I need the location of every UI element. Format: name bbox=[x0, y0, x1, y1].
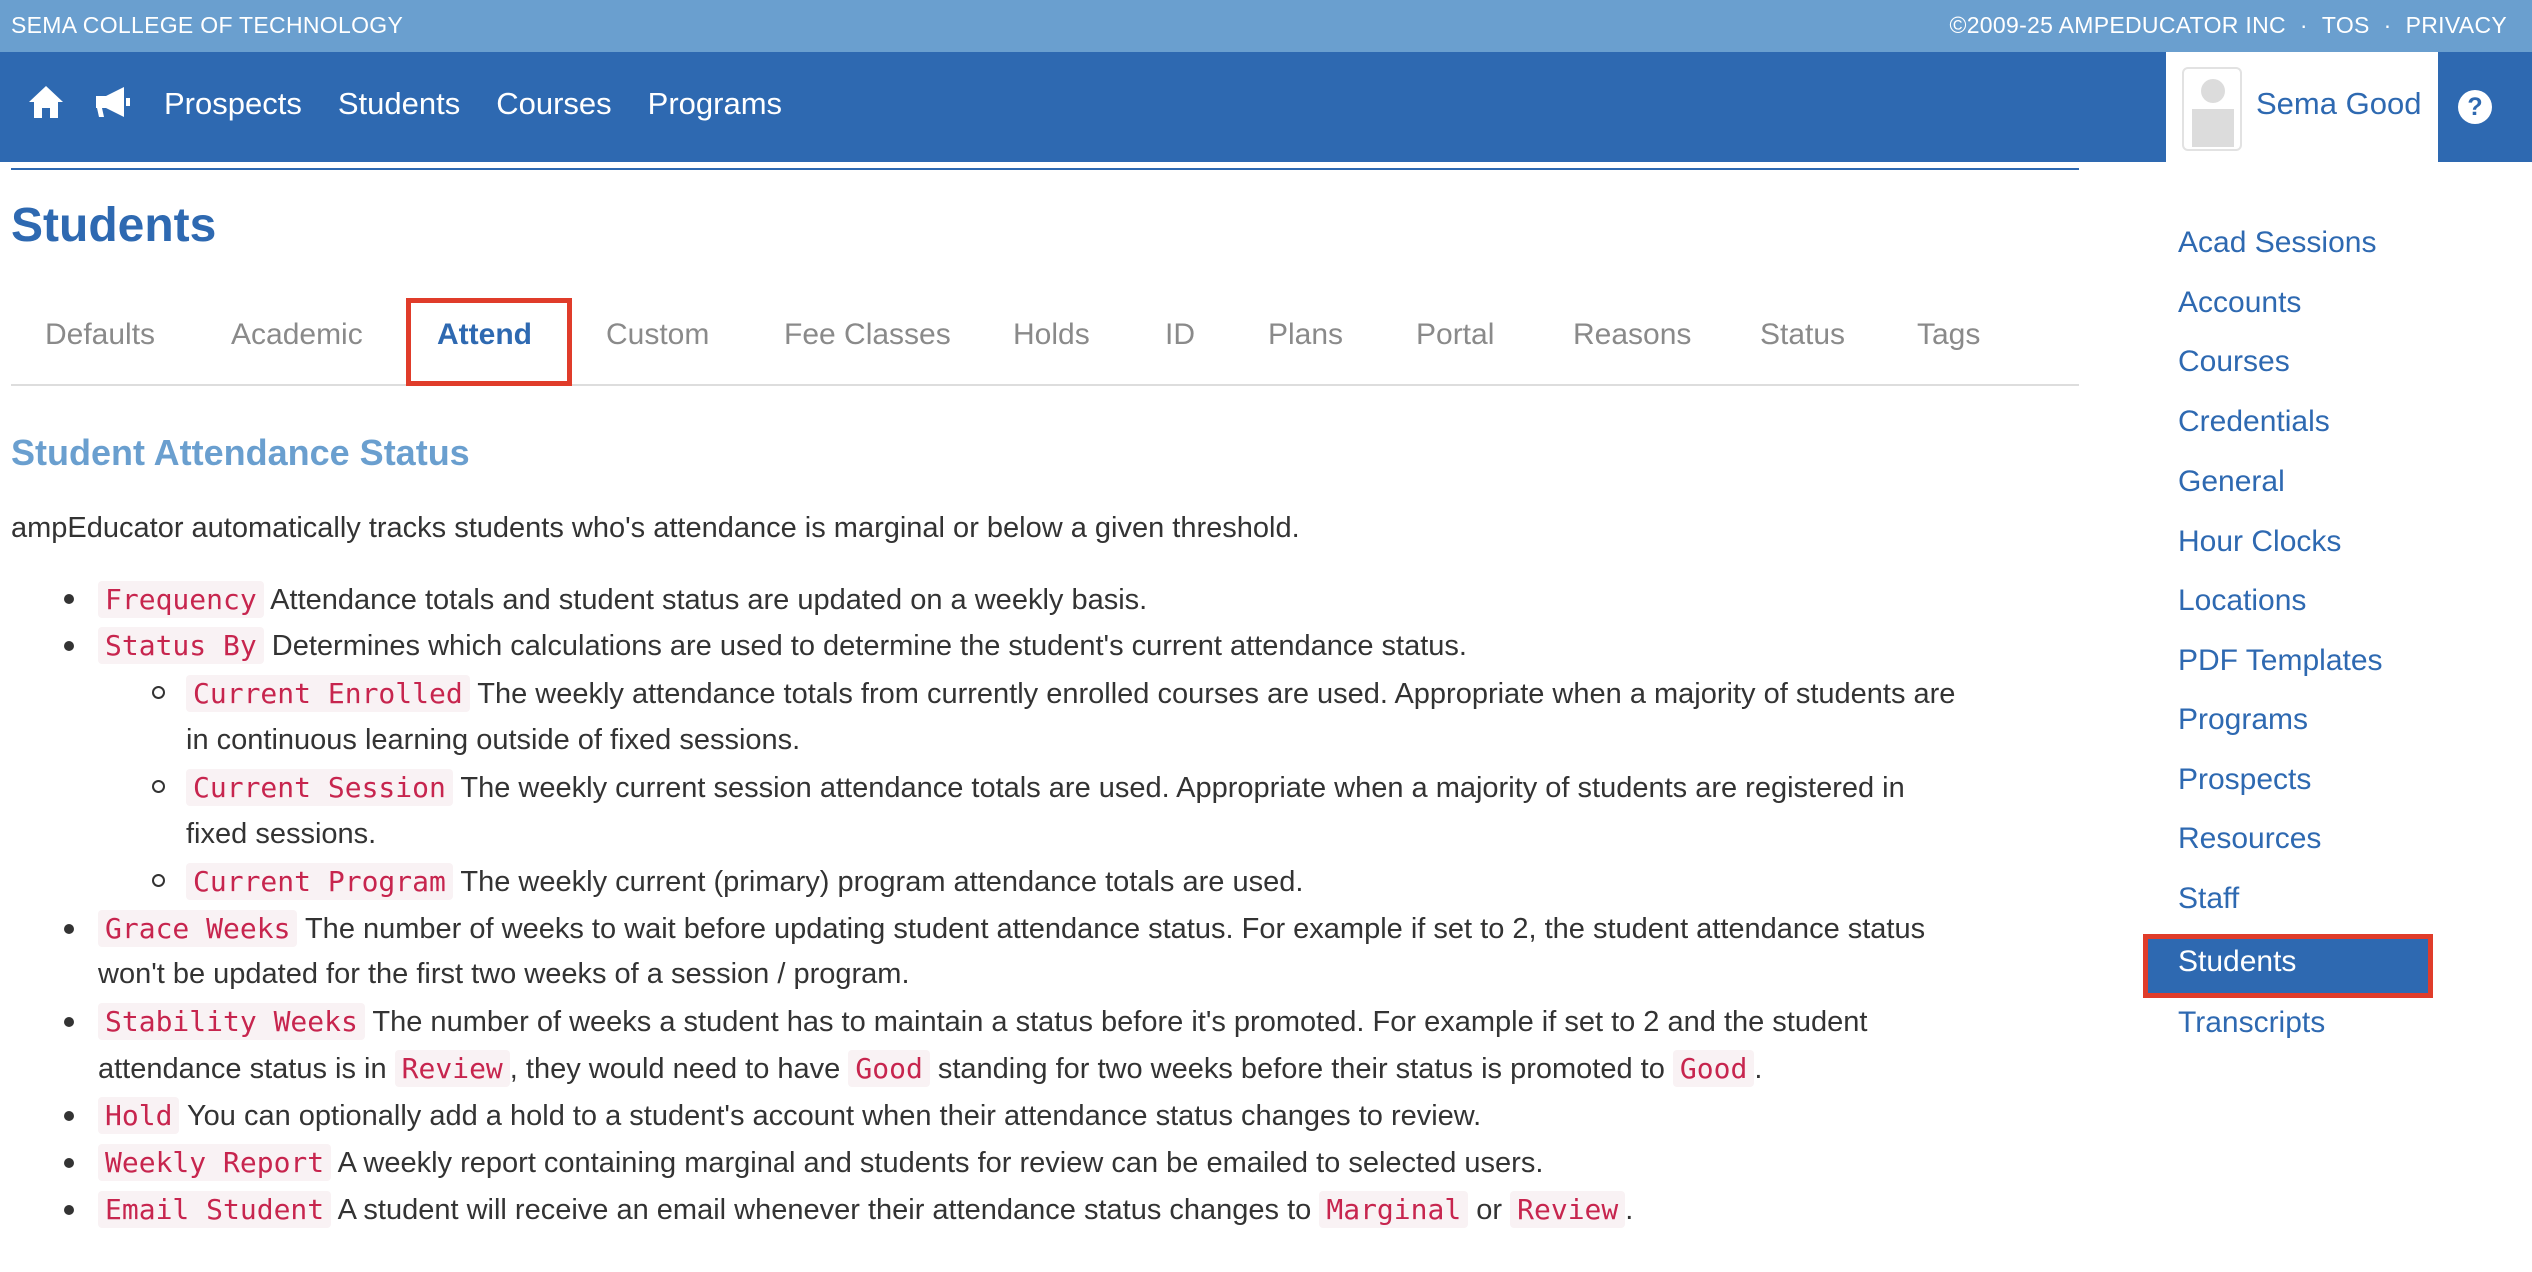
text-fragment: or bbox=[1468, 1194, 1511, 1226]
item-description: Determines which calculations are used to determine the student's current attendance status. bbox=[263, 630, 1467, 662]
code-term: Frequency bbox=[98, 581, 264, 618]
sub-bullet bbox=[152, 686, 165, 699]
page-title: Students bbox=[11, 199, 217, 252]
tab-status[interactable]: Status bbox=[1760, 318, 1846, 351]
org-name: SEMA COLLEGE OF TECHNOLOGY bbox=[11, 12, 404, 38]
sidebar-item-programs[interactable]: Programs bbox=[2178, 703, 2309, 736]
tab-id[interactable]: ID bbox=[1165, 318, 1195, 351]
tab-tags[interactable]: Tags bbox=[1917, 318, 1981, 351]
list-item-status-by bbox=[98, 622, 1467, 670]
list-item-current-program bbox=[186, 858, 1303, 906]
list-item-current-enrolled bbox=[186, 670, 1955, 718]
bullet bbox=[64, 924, 74, 934]
tab-academic[interactable]: Academic bbox=[231, 318, 363, 351]
section-title: Student Attendance Status bbox=[11, 432, 470, 473]
item-description-continued bbox=[98, 1045, 1762, 1093]
divider bbox=[11, 168, 2079, 170]
list-item-hold bbox=[98, 1092, 1481, 1140]
sub-bullet bbox=[152, 874, 165, 887]
tab-reasons[interactable]: Reasons bbox=[1573, 318, 1692, 351]
code-term: Email Student bbox=[98, 1191, 331, 1228]
code-term: Current Enrolled bbox=[186, 675, 470, 712]
bullet bbox=[64, 1158, 74, 1168]
sidebar-item-students[interactable]: Students bbox=[2178, 945, 2297, 978]
tab-defaults[interactable]: Defaults bbox=[45, 318, 156, 351]
text-fragment: . bbox=[1754, 1053, 1763, 1085]
sidebar-item-hour-clocks[interactable]: Hour Clocks bbox=[2178, 525, 2342, 558]
list-item-weekly-report bbox=[98, 1139, 1543, 1187]
list-item-frequency bbox=[98, 576, 1147, 624]
home-icon[interactable] bbox=[26, 82, 66, 122]
tos-link[interactable]: TOS bbox=[2321, 12, 2370, 38]
sidebar-item-transcripts[interactable]: Transcripts bbox=[2178, 1006, 2326, 1039]
list-item-current-session bbox=[186, 764, 1905, 812]
privacy-link[interactable]: PRIVACY bbox=[2405, 12, 2507, 38]
code-term: Stability Weeks bbox=[98, 1003, 365, 1040]
item-description: The number of weeks a student has to maintain a status before it's promoted. For example if set to 2 and the student bbox=[364, 1006, 1868, 1038]
code-term: Good bbox=[1673, 1050, 1754, 1087]
list-item-grace-weeks bbox=[98, 905, 1925, 953]
list-item-email-student bbox=[98, 1186, 1633, 1234]
sidebar-item-credentials[interactable]: Credentials bbox=[2178, 405, 2330, 438]
sidebar-item-staff[interactable]: Staff bbox=[2178, 882, 2240, 915]
code-term: Marginal bbox=[1319, 1191, 1468, 1228]
code-term: Review bbox=[395, 1050, 510, 1087]
text-fragment: . bbox=[1625, 1194, 1634, 1226]
user-name[interactable]: Sema Good bbox=[2256, 86, 2422, 121]
item-description: A student will receive an email whenever their attendance status changes to bbox=[331, 1194, 1320, 1226]
intro-text: ampEducator automatically tracks students who's attendance is marginal or below a given threshold. bbox=[11, 512, 1300, 544]
sidebar-item-locations[interactable]: Locations bbox=[2178, 584, 2307, 617]
sidebar-item-accounts[interactable]: Accounts bbox=[2178, 286, 2302, 319]
code-term: Good bbox=[848, 1050, 929, 1087]
separator: · bbox=[2299, 12, 2308, 38]
footer-links bbox=[1949, 12, 2507, 39]
list-item-stability-weeks bbox=[98, 998, 1867, 1046]
text-fragment: standing for two weeks before their status is promoted to bbox=[929, 1053, 1673, 1085]
item-description: The weekly current session attendance totals are used. Appropriate when a majority of students are registered in bbox=[452, 772, 1905, 804]
tab-custom[interactable]: Custom bbox=[606, 318, 710, 351]
item-description: You can optionally add a hold to a student's account when their attendance status changes to review. bbox=[179, 1100, 1482, 1132]
text-fragment: , they would need to have bbox=[509, 1053, 849, 1085]
tab-attend[interactable]: Attend bbox=[437, 318, 532, 351]
item-description-continued: in continuous learning outside of fixed sessions. bbox=[186, 724, 801, 756]
tab-plans[interactable]: Plans bbox=[1268, 318, 1344, 351]
code-term: Grace Weeks bbox=[98, 910, 297, 947]
code-term: Review bbox=[1510, 1191, 1625, 1228]
item-description: The weekly current (primary) program attendance totals are used. bbox=[452, 866, 1304, 898]
tab-holds[interactable]: Holds bbox=[1013, 318, 1090, 351]
bullet bbox=[64, 1111, 74, 1121]
text-fragment: attendance status is in bbox=[98, 1053, 395, 1085]
item-description: The weekly attendance totals from currently enrolled courses are used. Appropriate when a majority of students are bbox=[469, 678, 1956, 710]
nav-programs[interactable]: Programs bbox=[647, 86, 783, 121]
sidebar-item-prospects[interactable]: Prospects bbox=[2178, 763, 2312, 796]
sidebar-item-resources[interactable]: Resources bbox=[2178, 822, 2322, 855]
megaphone-icon[interactable] bbox=[92, 84, 132, 120]
nav-students[interactable]: Students bbox=[337, 86, 461, 121]
main-navbar bbox=[0, 52, 2532, 162]
user-menu[interactable] bbox=[2166, 52, 2438, 162]
nav-links bbox=[164, 86, 782, 122]
separator: · bbox=[2383, 12, 2392, 38]
tab-portal[interactable]: Portal bbox=[1416, 318, 1495, 351]
top-strip bbox=[0, 0, 2532, 52]
settings-tabs bbox=[11, 300, 2079, 386]
item-description: A weekly report containing marginal and students for review can be emailed to selected users. bbox=[331, 1147, 1544, 1179]
active-tab-highlight bbox=[406, 298, 572, 386]
sidebar-item-general[interactable]: General bbox=[2178, 465, 2285, 498]
nav-courses[interactable]: Courses bbox=[496, 86, 612, 121]
code-term: Status By bbox=[98, 627, 264, 664]
code-term: Weekly Report bbox=[98, 1144, 331, 1181]
sub-bullet bbox=[152, 780, 165, 793]
copyright-text: ©2009-25 AMPEDUCATOR INC bbox=[1949, 12, 2286, 38]
bullet bbox=[64, 641, 74, 651]
code-term: Current Session bbox=[186, 769, 453, 806]
sidebar-item-acad-sessions[interactable]: Acad Sessions bbox=[2178, 226, 2377, 259]
item-description: Attendance totals and student status are updated on a weekly basis. bbox=[263, 584, 1148, 616]
tab-fee-classes[interactable]: Fee Classes bbox=[784, 318, 951, 351]
item-description-continued: won't be updated for the first two weeks of a session / program. bbox=[98, 958, 910, 990]
avatar bbox=[2182, 67, 2242, 151]
code-term: Hold bbox=[98, 1097, 179, 1134]
sidebar-item-courses[interactable]: Courses bbox=[2178, 345, 2290, 378]
item-description: The number of weeks to wait before updating student attendance status. For example if set to 2, the student attendance status bbox=[297, 913, 1926, 945]
bullet bbox=[64, 594, 74, 604]
bullet bbox=[64, 1017, 74, 1027]
nav-prospects[interactable]: Prospects bbox=[164, 86, 302, 121]
code-term: Current Program bbox=[186, 863, 453, 900]
help-icon[interactable]: ? bbox=[2458, 90, 2492, 124]
bullet bbox=[64, 1205, 74, 1215]
item-description-continued: fixed sessions. bbox=[186, 818, 377, 850]
sidebar-item-pdf-templates[interactable]: PDF Templates bbox=[2178, 644, 2383, 677]
